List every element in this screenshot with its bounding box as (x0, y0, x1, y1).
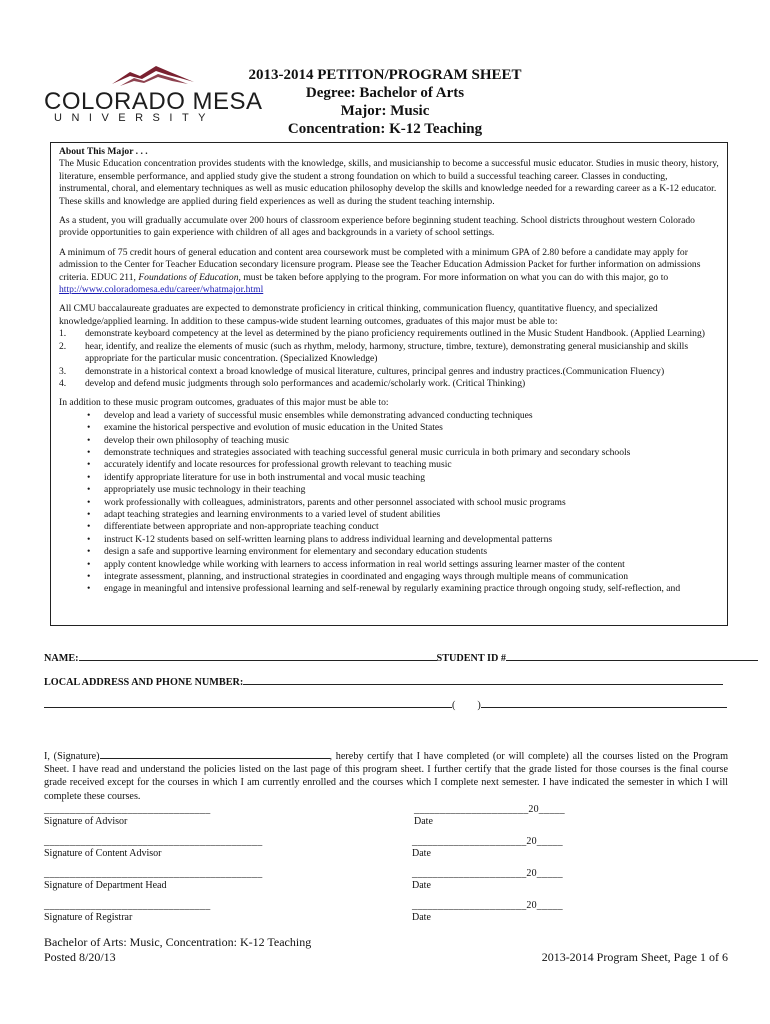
mountain-logo-icon (110, 62, 196, 88)
student-id-field[interactable] (506, 650, 758, 661)
name-field[interactable] (79, 650, 437, 661)
list-item: • engage in meaningful and intensive professional learning and self-renewal by regularly examining practice through ongoing study, self-reflection, and (59, 583, 719, 595)
area-code-field[interactable] (455, 698, 477, 708)
outcome-number: 2. (59, 340, 67, 352)
outcome-text: demonstrate in a historical context a broad knowledge of musical literature, cultures, principal genres and industry practices.(Communication Fluency) (85, 365, 665, 377)
list-item: • appropriately use music technology in their teaching (59, 484, 719, 496)
content-advisor-signature-label: Signature of Content Advisor (44, 848, 162, 859)
registrar-signature-label: Signature of Registrar (44, 912, 133, 923)
advisor-date-line[interactable]: ______________________20_____ (414, 804, 565, 815)
about-heading: About This Major . . . (59, 146, 148, 157)
footer-page-number: 2013-2014 Program Sheet, Page 1 of 6 (541, 950, 728, 964)
list-item: • accurately identify and locate resources for professional growth relevant to teaching music (59, 459, 719, 471)
address-field-line-2[interactable] (44, 697, 452, 708)
title-major: Major: Music (340, 103, 430, 119)
department-head-signature-line[interactable]: __________________________________________ (44, 868, 263, 879)
program-outcomes-list (59, 410, 719, 596)
student-id-label: STUDENT ID # (436, 653, 506, 664)
outcome-item (59, 328, 719, 340)
about-paragraph-3 (59, 247, 719, 297)
name-label: NAME: (44, 653, 79, 664)
advisor-signature-block (44, 804, 210, 827)
logo-name: COLORADO MESA (44, 88, 263, 115)
department-head-signature-label: Signature of Department Head (44, 880, 167, 891)
whatmajor-link[interactable]: http://www.coloradomesa.edu/career/whatmajor.html (59, 284, 264, 296)
outcome-number: 1. (59, 328, 67, 340)
para3-text-a: A minimum of 75 credit hours of general education and content area coursework must be completed with a minimum GPA of 2.80 before a candidate may apply for admission to the Center for Teacher Education secondary licensure program. Please see the Teacher Education Admission Packet for further information on admissions criteria. EDUC 211, (59, 246, 701, 283)
outcome-item (59, 378, 719, 390)
phone-number-field[interactable] (481, 697, 727, 708)
content-advisor-date-label: Date (412, 848, 431, 859)
certify-text-a: I, (Signature) (44, 751, 100, 762)
certification-statement (44, 748, 728, 803)
registrar-signature-line[interactable]: ________________________________ (44, 900, 211, 911)
certify-signature-field[interactable] (100, 748, 330, 759)
title-line-1: 2013-2014 PETITON/PROGRAM SHEET (248, 67, 522, 83)
content-advisor-date-line[interactable]: ______________________20_____ (412, 836, 563, 847)
outcome-text: demonstrate keyboard competency at the level as determined by the piano proficiency requirements outlined in the Music Student Handbook. (Applied Learning) (85, 328, 705, 340)
para3-italic-title: Foundations of Education, (138, 271, 241, 283)
certify-text-b: , hereby certify that I have completed (or will complete) all the courses listed on the Program Sheet. I have read and understand the policies listed on the last page of this program sheet. I further certify that the grade listed for those courses is the final course grade received except for the courses in which I am currently enrolled and the courses which I complete next semester. I have indicated the semester in which I will complete these courses. (44, 751, 728, 802)
outcome-item (59, 341, 719, 366)
about-this-major-box (50, 142, 728, 626)
registrar-signature-block (44, 900, 210, 923)
phone-close-paren: ) (477, 700, 481, 711)
outcome-number: 3. (59, 365, 67, 377)
about-paragraph-2: As a student, you will gradually accumulate over 200 hours of classroom experience before beginning student teaching. School districts throughout western Colorado provide opportunities to gain experience with children of all ages and backgrounds in a variety of school settings. (59, 215, 695, 239)
advisor-signature-label: Signature of Advisor (44, 816, 128, 827)
list-item: • identify appropriate literature for use in both instrumental and vocal music teaching (59, 472, 719, 484)
outcome-item (59, 366, 719, 378)
learning-outcomes-list (59, 328, 719, 390)
content-advisor-signature-block (44, 836, 262, 859)
list-item: • demonstrate techniques and strategies associated with teaching successful general music curricula in both primary and secondary schools (59, 447, 719, 459)
list-item: • apply content knowledge while working with learners to access information in real world settings assuring learner master of the content (59, 559, 719, 571)
program-sheet-title (240, 66, 530, 138)
outcome-text: develop and defend music judgments through solo performances and academic/scholarly work. (Critical Thinking) (85, 377, 526, 389)
phone-open-paren: ( (452, 700, 456, 711)
content-advisor-date-block (412, 836, 563, 859)
advisor-signature-line[interactable]: ________________________________ (44, 804, 211, 815)
advisor-date-label: Date (414, 816, 433, 827)
department-head-date-block (412, 868, 563, 891)
para3-text-b: must be taken before applying to the program. For more information on what you can do with this major, go to (240, 271, 669, 283)
list-item: • develop and lead a variety of successful music ensembles while demonstrating advanced conducting techniques (59, 410, 719, 422)
list-item: • adapt teaching strategies and learning environments to a varied level of student abilities (59, 509, 719, 521)
list-item: • differentiate between appropriate and non-appropriate teaching conduct (59, 521, 719, 533)
advisor-date-block (414, 804, 565, 827)
title-concentration: Concentration: K-12 Teaching (287, 121, 483, 137)
footer-posted-date: Posted 8/20/13 (44, 950, 116, 964)
department-head-signature-block (44, 868, 262, 891)
university-logo (44, 62, 263, 124)
page-footer (44, 935, 728, 965)
address-label: LOCAL ADDRESS AND PHONE NUMBER: (44, 677, 244, 688)
address-field[interactable] (243, 674, 723, 685)
list-item: • integrate assessment, planning, and instructional strategies in coordinated and engaging ways through multiple means of communication (59, 571, 719, 583)
registrar-date-block (412, 900, 563, 923)
logo-subtitle: UNIVERSITY (54, 112, 216, 124)
about-paragraph-1: The Music Education concentration provides students with the knowledge, skills, and musicianship to become a successful music educator. Studies in music theory, history, literature, ensemble performance, and applied study give the student a strong foundation on which to build a successful teaching career. Classes in conducting, instrumental, choral, and elementary techniques as well as music education philosophy develop the skills and knowledge needed for a rewarding career as a K-12 educator. These skills and knowledge are applied during field experiences as well as during the student teaching internship. (59, 158, 719, 207)
footer-program-name: Bachelor of Arts: Music, Concentration: K-12 Teaching (44, 935, 312, 949)
phone-row (44, 697, 727, 711)
list-item: • instruct K-12 students based on self-written learning plans to address individual learning and developmental patterns (59, 534, 719, 546)
registrar-date-line[interactable]: ______________________20_____ (412, 900, 563, 911)
department-head-date-label: Date (412, 880, 431, 891)
content-advisor-signature-line[interactable]: __________________________________________ (44, 836, 263, 847)
about-paragraph-4: All CMU baccalaureate graduates are expected to demonstrate proficiency in critical thinking, communication fluency, quantitative fluency, and specialized knowledge/applied learning. In addition to these campus-wide student learning outcomes, graduates of this major must be able to: (59, 303, 658, 327)
list-item: • examine the historical perspective and evolution of music education in the United States (59, 422, 719, 434)
department-head-date-line[interactable]: ______________________20_____ (412, 868, 563, 879)
title-degree: Degree: Bachelor of Arts (305, 85, 465, 101)
list-item: • design a safe and supportive learning environment for elementary and secondary education students (59, 546, 719, 558)
outcome-number: 4. (59, 377, 67, 389)
list-item: • work professionally with colleagues, administrators, parents and other personnel associated with school music programs (59, 497, 719, 509)
address-row (44, 674, 723, 688)
list-item: • develop their own philosophy of teaching music (59, 435, 719, 447)
registrar-date-label: Date (412, 912, 431, 923)
about-paragraph-5: In addition to these music program outcomes, graduates of this major must be able to: (59, 397, 389, 409)
outcome-text: hear, identify, and realize the elements of music (such as rhythm, melody, harmony, structure, timbre, texture), demonstrating general musicianship and skills appropriate for the particular music concentration. (Specialized Knowledge) (85, 340, 689, 365)
name-row (44, 650, 758, 664)
